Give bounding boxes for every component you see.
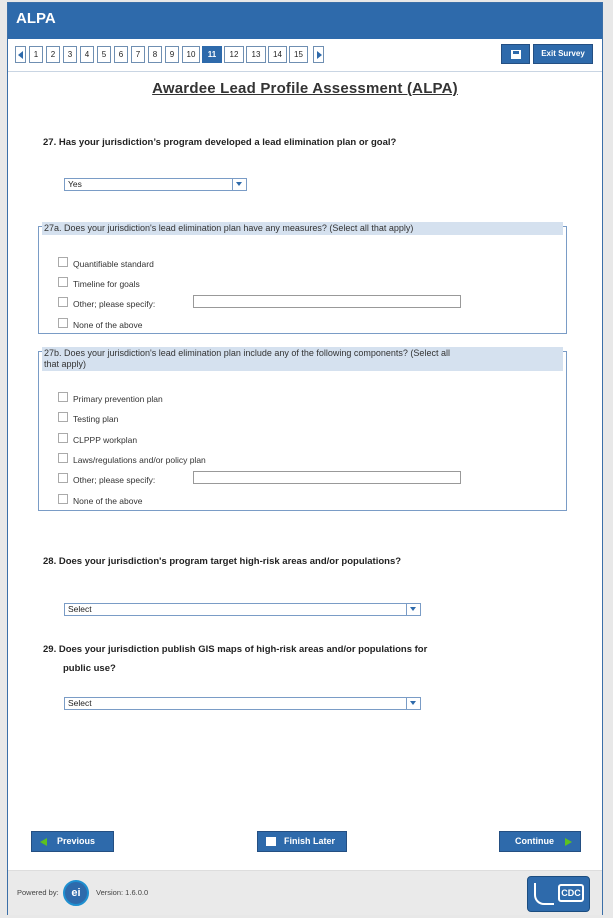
question-27: 27. Has your jurisdiction’s program developed a lead elimination plan or goal? — [43, 137, 397, 148]
checkbox[interactable] — [58, 277, 68, 287]
q27-select[interactable] — [64, 178, 247, 191]
checkbox[interactable] — [58, 297, 68, 307]
question-28: 28. Does your jurisdiction's program target high-risk areas and/or populations? — [43, 556, 402, 567]
q27b-legend-line1: 27b. Does your jurisdiction's lead elimination plan include any of the following components? (Select all — [44, 348, 450, 358]
page-6-button[interactable]: 6 — [114, 46, 128, 63]
pagination-toolbar — [8, 39, 602, 72]
finish-later-button[interactable] — [257, 831, 347, 852]
app-title: ALPA — [16, 10, 56, 27]
checkbox[interactable] — [58, 453, 68, 463]
arrow-right-icon — [565, 838, 572, 846]
arrow-left-icon — [40, 838, 47, 846]
page-13-button[interactable]: 13 — [246, 46, 266, 63]
question-29 — [43, 640, 427, 678]
checkbox[interactable] — [58, 412, 68, 422]
app-window — [7, 2, 603, 915]
cdc-logo-text: CDC — [558, 884, 584, 902]
version-label: Version: 1.6.0.0 — [96, 888, 149, 897]
save-icon — [266, 837, 276, 846]
save-icon — [511, 50, 521, 59]
exit-survey-button[interactable]: Exit Survey — [533, 44, 593, 64]
q27b-legend-line2: that apply) — [44, 359, 87, 369]
previous-label: Previous — [57, 836, 96, 846]
q27-select-value: Yes — [68, 179, 82, 189]
checkbox[interactable] — [58, 257, 68, 267]
hhs-eagle-icon — [534, 883, 554, 905]
page-5-button[interactable]: 5 — [97, 46, 111, 63]
page-15-button[interactable]: 15 — [289, 46, 308, 63]
q28-select[interactable] — [64, 603, 421, 616]
page-12-button[interactable]: 12 — [224, 46, 244, 63]
q27a-other-specify-input[interactable] — [193, 295, 461, 308]
q29-select-value: Select — [68, 698, 92, 708]
question-29-line2: public use? — [63, 663, 116, 674]
continue-button[interactable] — [499, 831, 581, 852]
checkbox[interactable] — [58, 318, 68, 328]
page-10-button[interactable]: 10 — [182, 46, 200, 63]
page-7-button[interactable]: 7 — [131, 46, 145, 63]
continue-label: Continue — [515, 836, 554, 846]
q29-select[interactable] — [64, 697, 421, 710]
q27b-legend — [42, 347, 563, 371]
ei-logo-icon: ei — [63, 880, 89, 906]
prev-page-arrow-icon[interactable] — [15, 46, 26, 63]
next-page-arrow-icon[interactable] — [313, 46, 324, 63]
q27a-group: 27a. Does your jurisdiction's lead elimination plan have any measures? (Select all that apply) Quantifiable standard Timeline for goals Other; please specify: None of the above — [38, 226, 567, 334]
page-1-button[interactable]: 1 — [29, 46, 43, 63]
question-29-line1: 29. Does your jurisdiction publish GIS maps of high-risk areas and/or populations for — [43, 644, 428, 655]
page-2-button[interactable]: 2 — [46, 46, 60, 63]
page-11-button[interactable]: 11 — [202, 46, 222, 63]
q27a-legend: 27a. Does your jurisdiction's lead elimination plan have any measures? (Select all that apply) — [42, 222, 563, 235]
chevron-down-icon — [406, 698, 420, 709]
page-8-button[interactable]: 8 — [148, 46, 162, 63]
checkbox[interactable] — [58, 473, 68, 483]
page-14-button[interactable]: 14 — [268, 46, 287, 63]
powered-by-label: Powered by: — [17, 888, 59, 897]
page-3-button[interactable]: 3 — [63, 46, 77, 63]
chevron-down-icon — [406, 604, 420, 615]
page-9-button[interactable]: 9 — [165, 46, 179, 63]
app-header — [8, 3, 602, 39]
q28-select-value: Select — [68, 604, 92, 614]
page-4-button[interactable]: 4 — [80, 46, 94, 63]
checkbox[interactable] — [58, 433, 68, 443]
footer — [8, 870, 602, 915]
previous-button[interactable] — [31, 831, 114, 852]
q27b-other-specify-input[interactable] — [193, 471, 461, 484]
save-button[interactable] — [501, 44, 530, 64]
chevron-down-icon — [232, 179, 246, 190]
checkbox[interactable] — [58, 392, 68, 402]
q27b-group: 27b. Does your jurisdiction's lead elimination plan include any of the following components? (Select all that apply) Primary prevention plan Testing plan CLPPP workplan Laws/regulations and/or policy plan Other; please specify: None of the above — [38, 351, 567, 511]
finish-later-label: Finish Later — [284, 836, 336, 846]
checkbox[interactable] — [58, 494, 68, 504]
page-title: Awardee Lead Profile Assessment (ALPA) — [152, 80, 458, 97]
cdc-logo — [527, 876, 590, 912]
